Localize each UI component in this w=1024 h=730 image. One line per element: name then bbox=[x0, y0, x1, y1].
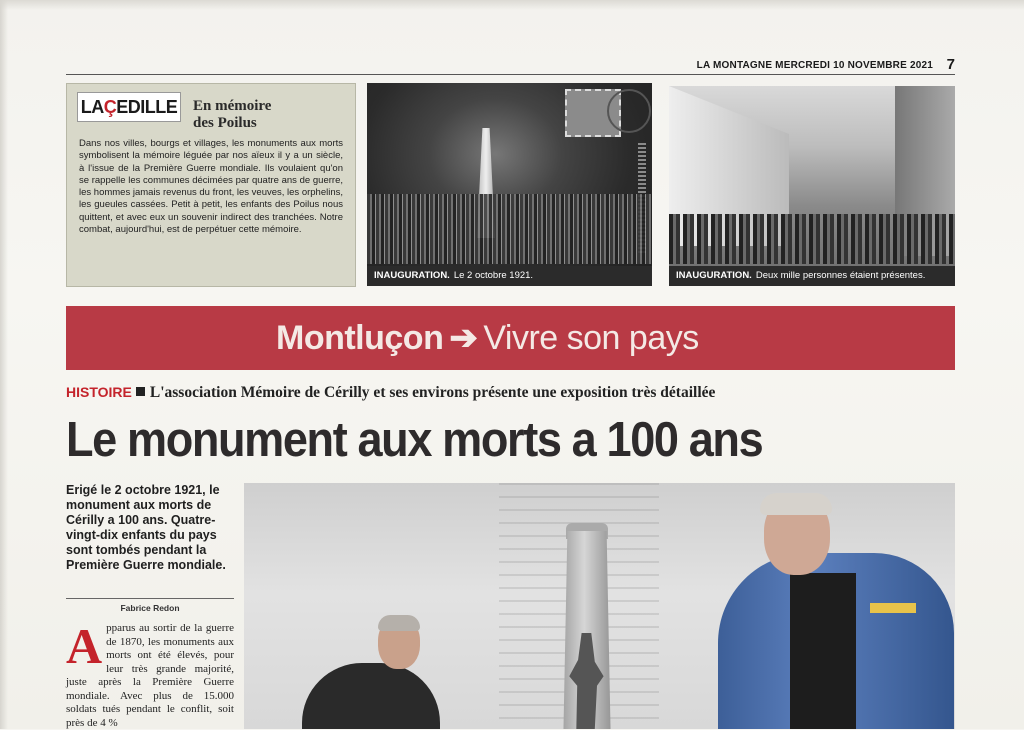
main-photo-monument bbox=[244, 483, 955, 729]
photo2-caption-label: INAUGURATION. bbox=[676, 270, 752, 281]
arrow-right-icon: ➔ bbox=[449, 319, 478, 357]
drop-cap: A bbox=[66, 618, 103, 674]
logo-text-c: Ç bbox=[103, 96, 117, 117]
logo-text-left: LA bbox=[80, 96, 104, 117]
jacket-patch bbox=[870, 603, 916, 613]
person-right-hair bbox=[760, 493, 832, 515]
byline-rule bbox=[66, 598, 234, 599]
scan-edge-left bbox=[0, 0, 8, 729]
cedille-title bbox=[193, 98, 271, 132]
cedille-title-line2: des Poilus bbox=[193, 115, 257, 131]
page-number: 7 bbox=[946, 56, 955, 73]
cedille-text: Dans nos villes, bourgs et villages, les monuments aux morts symbolisent la mémoire léguée par nos aïeux il y a un siècle, à l'issue de la Première Guerre mondiale. Ils voulaient qu'on se rappelle les communes décimées par quatre ans de guerre, les hommes jamais revenus du front, les veuves, les orphelins, les gueules cassées. Petit à petit, les enfants des Poilus nous quittent, et avec eux un souvenir indirect des tranchées. Notre combat, aujourd'hui, est de perpétuer cette mémoire. bbox=[79, 138, 344, 236]
person-right-shirt bbox=[790, 573, 856, 729]
photo-inauguration-1 bbox=[367, 83, 652, 286]
person-left-jacket bbox=[302, 663, 440, 729]
cedille-logo bbox=[77, 92, 181, 122]
banner-city: Montluçon bbox=[276, 319, 444, 357]
banner-section: Vivre son pays bbox=[483, 319, 699, 357]
square-bullet-icon bbox=[136, 387, 145, 396]
cedille-box bbox=[66, 83, 356, 287]
banner-title bbox=[276, 318, 699, 358]
logo-text-right: EDILLE bbox=[116, 96, 178, 117]
person-left-hair bbox=[378, 615, 420, 631]
article-kicker bbox=[66, 384, 715, 402]
photo2-caption bbox=[669, 266, 955, 286]
publication-line: LA MONTAGNE MERCREDI 10 NOVEMBRE 2021 bbox=[696, 60, 933, 71]
photo1-caption-label: INAUGURATION. bbox=[374, 270, 450, 281]
scan-edge-top bbox=[0, 0, 1024, 10]
kicker-tag: HISTOIRE bbox=[66, 384, 132, 400]
article-byline: Fabrice Redon bbox=[120, 603, 180, 613]
photo1-caption-text: Le 2 octobre 1921. bbox=[453, 270, 534, 281]
kicker-text: L'association Mémoire de Cérilly et ses environs présente une exposition très détaillée bbox=[149, 384, 716, 401]
article-body bbox=[66, 618, 234, 730]
photo2-caption-text: Deux mille personnes étaient présentes. bbox=[755, 270, 926, 281]
running-header bbox=[66, 58, 955, 78]
photo2-procession bbox=[669, 214, 955, 264]
article-body-text: pparus au sortir de la guerre de 1870, les monuments aux morts ont été élevés, pour leur très grande majorité, juste après la Première Guerre mondiale. Avec plus de 15.000 soldats tués pendant le conflit, soit près de 4 % bbox=[66, 622, 234, 729]
section-banner bbox=[66, 306, 955, 370]
article-lead: Erigé le 2 octobre 1921, le monument aux morts de Cérilly a 100 ans. Quatre-vingt-dix enfants du pays sont tombés pendant la Première Guerre mondiale. bbox=[66, 483, 226, 572]
cedille-title-line1: En mémoire bbox=[193, 98, 272, 114]
header-rule bbox=[66, 74, 955, 75]
photo-inauguration-2 bbox=[669, 86, 955, 286]
article-headline: Le monument aux morts a 100 ans bbox=[66, 413, 763, 467]
photo1-crowd bbox=[367, 194, 652, 264]
postmark-icon bbox=[607, 89, 651, 133]
photo1-caption bbox=[367, 266, 652, 286]
